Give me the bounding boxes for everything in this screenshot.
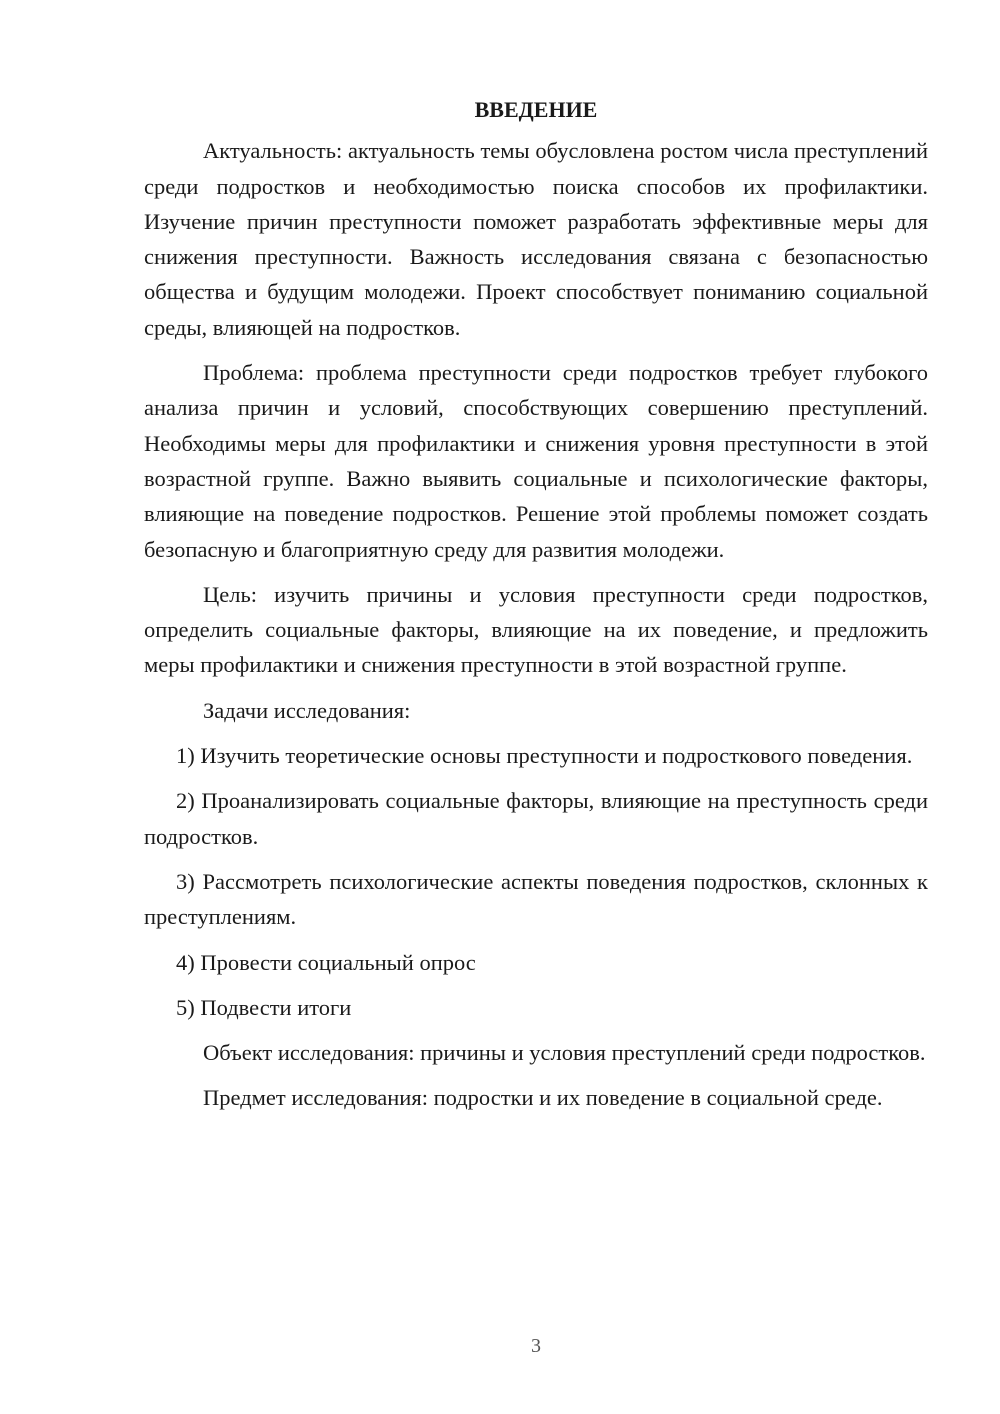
paragraph-problem: Проблема: проблема преступности среди подростков требует глубокого анализа причин и условий, способствующих совершению преступлений. Необходимы меры для профилактики и снижения уровня преступности в этой возрастной группе. Важно выявить социальные и психологические факторы, влияющие на поведение подростков. Решение этой проблемы поможет создать безопасную и благоприятную среду для развития молодежи.	[144, 360, 928, 562]
page-number: 3	[531, 1335, 541, 1357]
paragraph-goal: Цель: изучить причины и условия преступности среди подростков, определить социальные факторы, влияющие на их поведение, и предложить меры профилактики и снижения преступности в этой возрастной группе.	[144, 581, 928, 678]
page-content	[144, 92, 928, 1126]
paragraph-relevance: Актуальность: актуальность темы обусловлена ростом числа преступлений среди подростков и необходимостью поиска способов их профилактики. Изучение причин преступности поможет разработать эффективные меры для снижения преступности. Важность исследования связана с безопасностью общества и будущим молодежи. Проект способствует пониманию социальной среды, влияющей на подростков.	[144, 138, 928, 340]
task-item-5: 5) Подвести итоги	[176, 994, 352, 1020]
paragraph-subject: Предмет исследования: подростки и их поведение в социальной среде.	[203, 1085, 883, 1111]
task-item-2: 2) Проанализировать социальные факторы, влияющие на преступность среди подростков.	[144, 788, 928, 849]
task-item-1: 1) Изучить теоретические основы преступности и подросткового поведения.	[176, 743, 913, 769]
task-item-4: 4) Провести социальный опрос	[176, 949, 476, 975]
task-item-3: 3) Рассмотреть психологические аспекты поведения подростков, склонных к преступлениям.	[144, 868, 928, 930]
tasks-heading: Задачи исследования:	[203, 697, 411, 723]
page-title: ВВЕДЕНИЕ	[474, 97, 598, 122]
paragraph-object: Объект исследования: причины и условия преступлений среди подростков.	[203, 1040, 926, 1066]
